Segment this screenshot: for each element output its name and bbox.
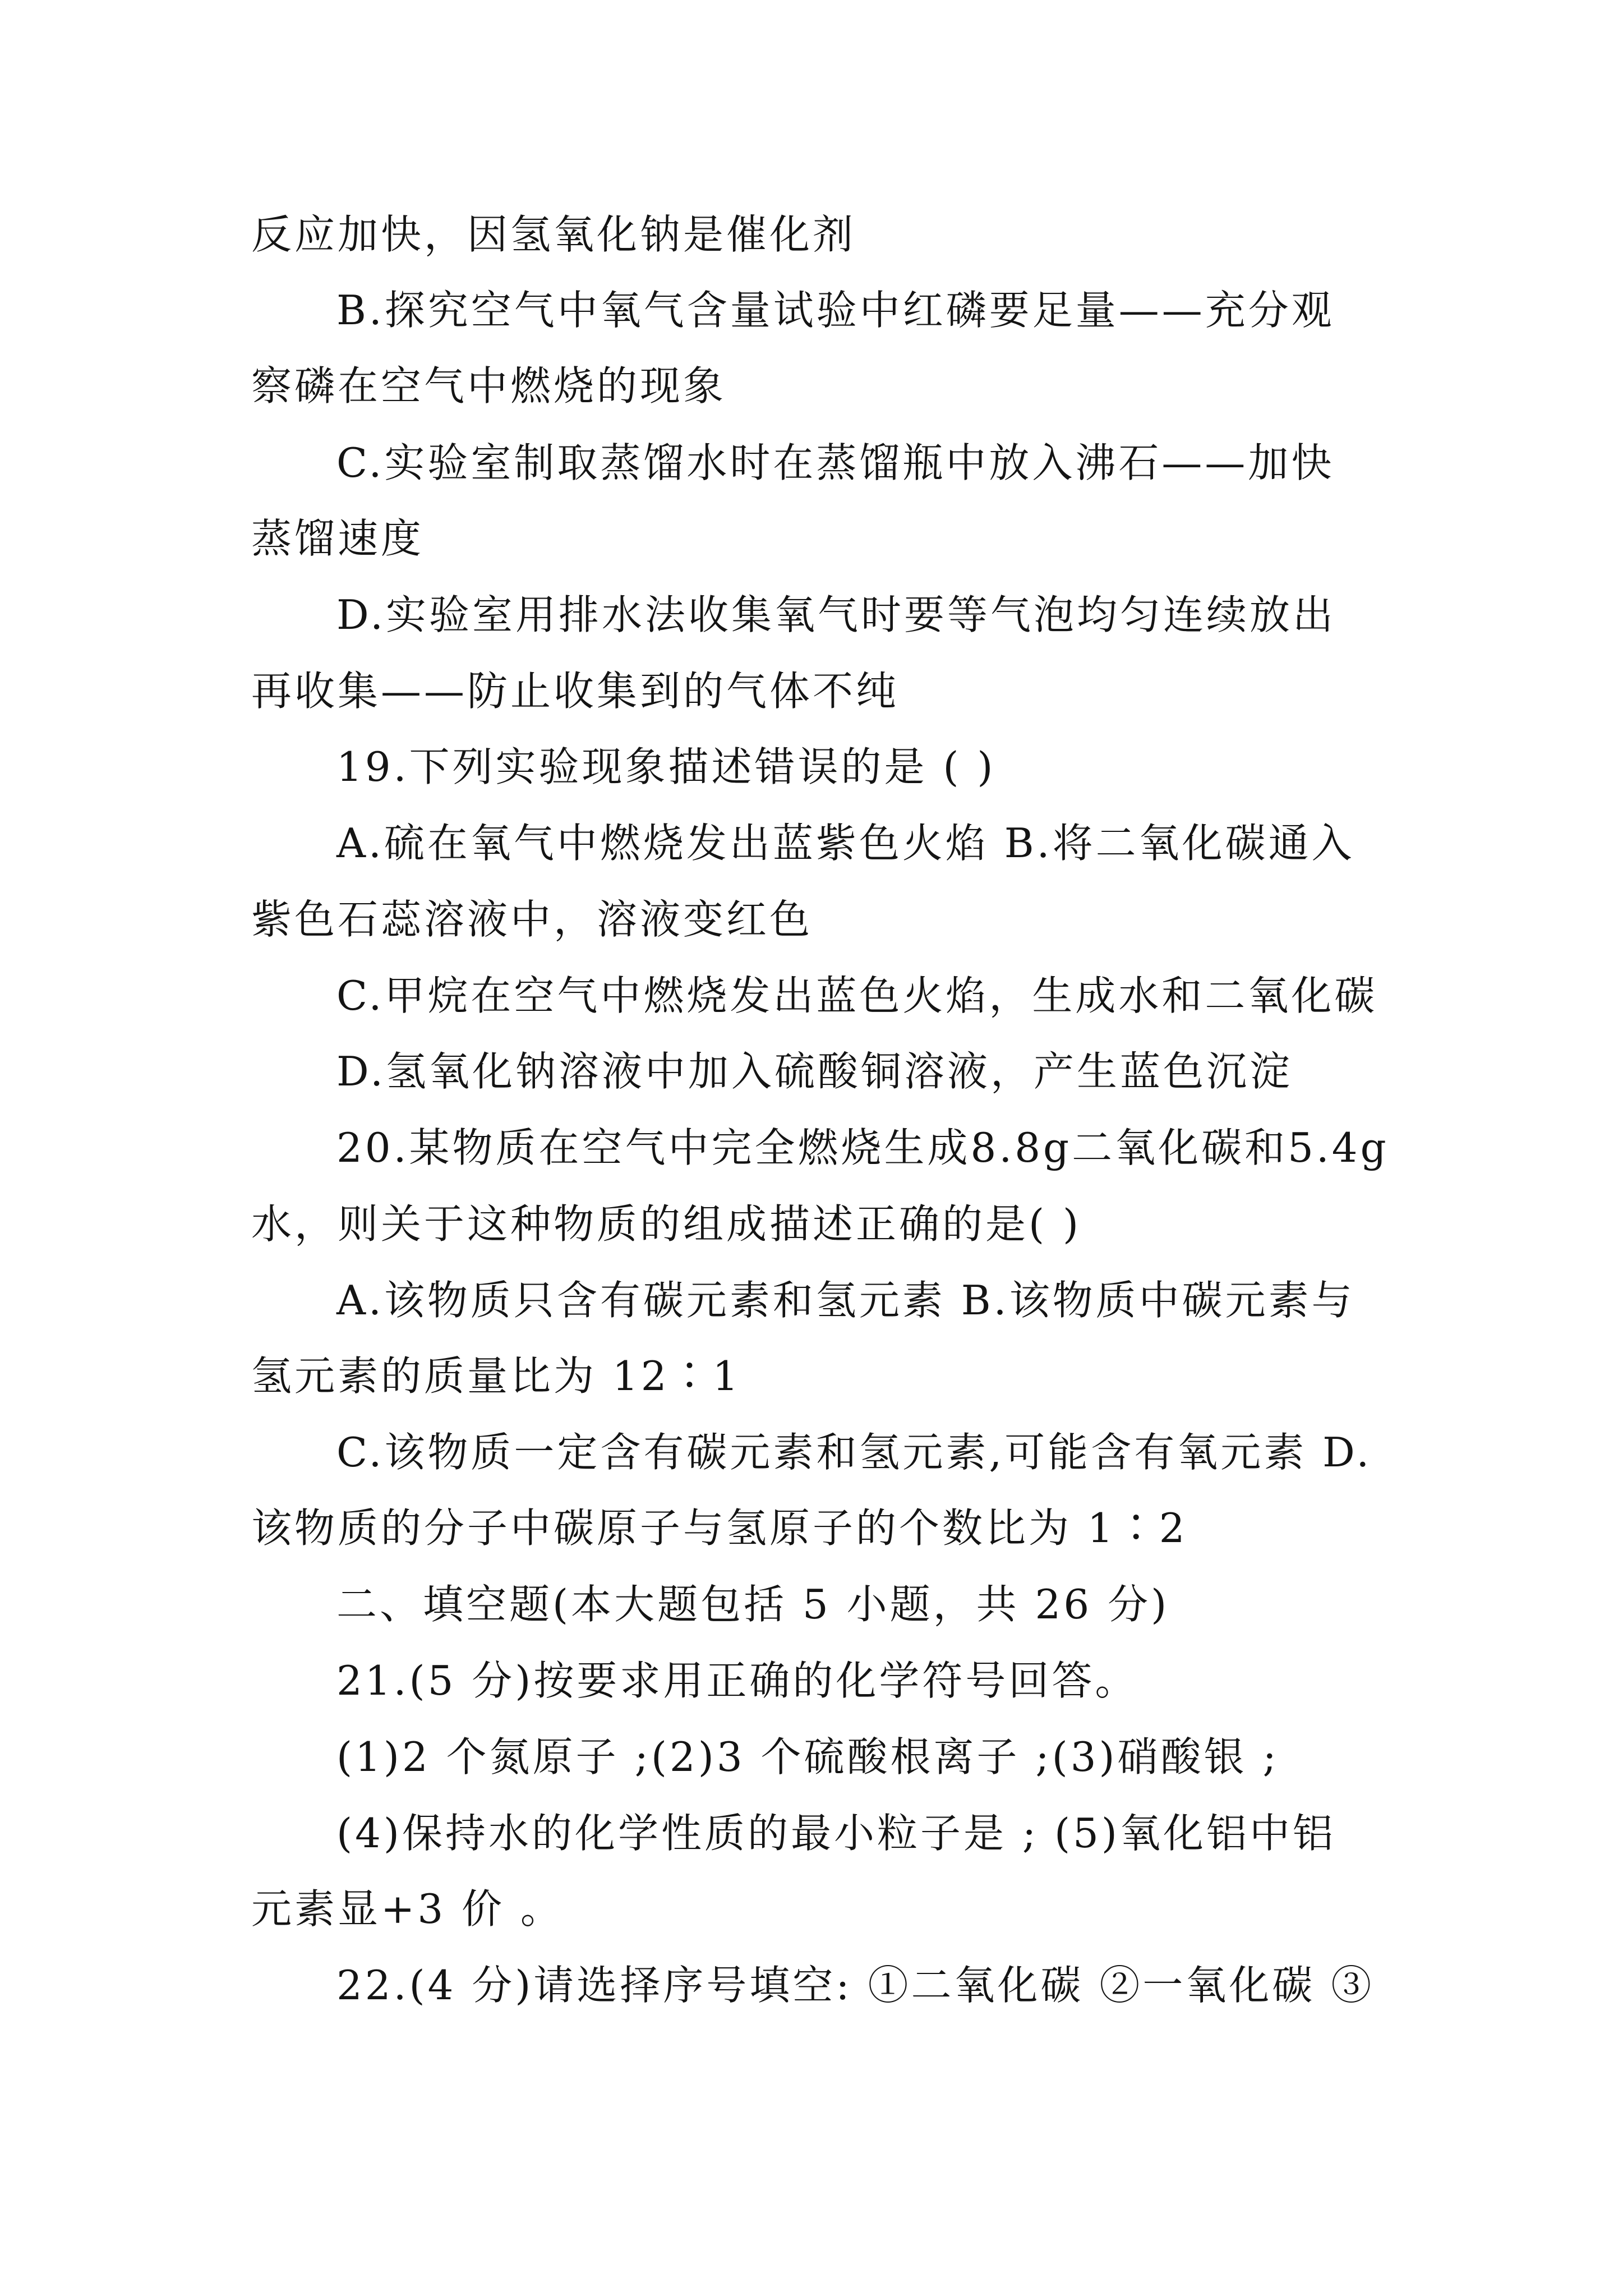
text-line-21: (1)2 个氮原子 ;(2)3 个硫酸根离子 ;(3)硝酸银 ; bbox=[336, 1733, 1279, 1780]
text-line-3: 察磷在空气中燃烧的现象 bbox=[251, 362, 727, 409]
text-line-4: C.实验室制取蒸馏水时在蒸馏瓶中放入沸石——加快 bbox=[336, 439, 1335, 486]
text-line-23: 元素显+3 价 。 bbox=[251, 1885, 564, 1932]
text-line-11: C.甲烷在空气中燃烧发出蓝色火焰，生成水和二氧化碳 bbox=[336, 972, 1378, 1019]
text-line-13: 20.某物质在空气中完全燃烧生成8.8g二氧化碳和5.4g bbox=[336, 1124, 1389, 1171]
text-line-5: 蒸馏速度 bbox=[251, 515, 425, 562]
text-line-15: A.该物质只含有碳元素和氢元素 B.该物质中碳元素与 bbox=[336, 1277, 1355, 1324]
text-line-10: 紫色石蕊溶液中，溶液变红色 bbox=[251, 896, 813, 943]
text-line-1: 反应加快，因氢氧化钠是催化剂 bbox=[251, 211, 856, 258]
text-line-6: D.实验室用排水法收集氧气时要等气泡均匀连续放出 bbox=[336, 591, 1336, 638]
text-line-16: 氢元素的质量比为 12∶1 bbox=[251, 1352, 741, 1400]
text-line-20: 21.(5 分)按要求用正确的化学符号回答。 bbox=[336, 1657, 1138, 1704]
text-line-14: 水，则关于这种物质的组成描述正确的是( ) bbox=[251, 1200, 1082, 1248]
text-line-12: D.氢氧化钠溶液中加入硫酸铜溶液，产生蓝色沉淀 bbox=[336, 1048, 1293, 1095]
text-line-24: 22.(4 分)请选择序号填空: ①二氧化碳 ②一氧化碳 ③ bbox=[336, 1962, 1375, 2009]
text-line-9: A.硫在氧气中燃烧发出蓝紫色火焰 B.将二氧化碳通入 bbox=[336, 820, 1355, 867]
text-line-7: 再收集——防止收集到的气体不纯 bbox=[251, 668, 900, 715]
text-line-19: 二、填空题(本大题包括 5 小题，共 26 分) bbox=[336, 1581, 1170, 1628]
text-line-8: 19.下列实验现象描述错误的是 ( ) bbox=[336, 743, 996, 790]
text-line-18: 该物质的分子中碳原子与氢原子的个数比为 1∶2 bbox=[251, 1504, 1188, 1552]
text-line-17: C.该物质一定含有碳元素和氢元素,可能含有氧元素 D. bbox=[336, 1429, 1372, 1476]
text-line-2: B.探究空气中氧气含量试验中红磷要足量——充分观 bbox=[336, 287, 1335, 334]
text-line-22: (4)保持水的化学性质的最小粒子是 ; (5)氧化铝中铝 bbox=[336, 1810, 1336, 1857]
